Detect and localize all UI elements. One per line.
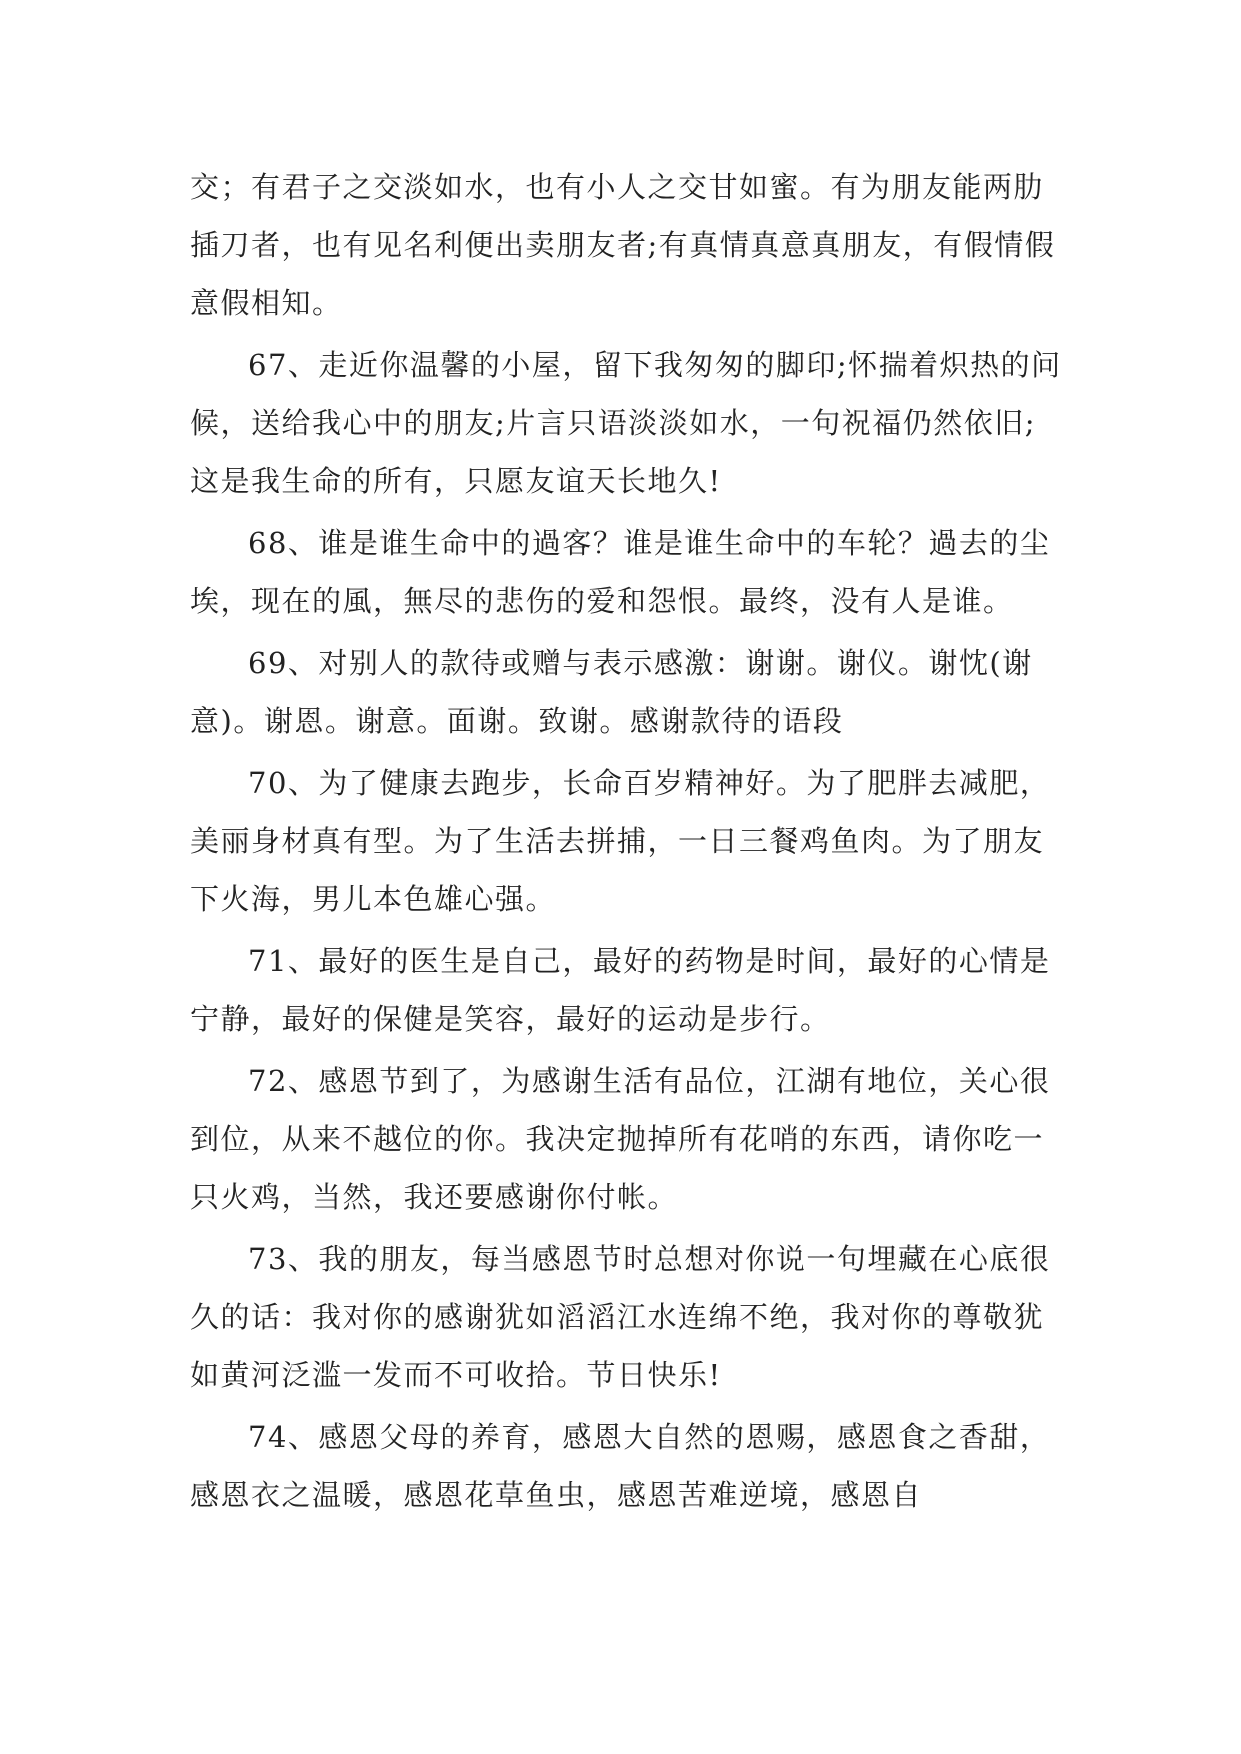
paragraph-72: 72、感恩节到了，为感谢生活有品位，江湖有地位，关心很到位，从来不越位的你。我决定抛掉所有花哨的东西，请你吃一只火鸡，当然，我还要感谢你付帐。: [190, 1064, 1051, 1214]
paragraph-67: 67、走近你温馨的小屋，留下我匆匆的脚印;怀揣着炽热的问候，送给我心中的朋友;片言只语淡淡如水，一句祝福仍然依旧;这是我生命的所有，只愿友谊天长地久!: [190, 348, 1062, 498]
paragraph-74: 74、感恩父母的养育，感恩大自然的恩赐，感恩食之香甜，感恩衣之温暖，感恩花草鱼虫，感恩苦难逆境，感恩自: [190, 1420, 1051, 1512]
document-body: [190, 158, 1065, 1528]
paragraph-70: 70、为了健康去跑步，长命百岁精神好。为了肥胖去减肥，美丽身材真有型。为了生活去拼捕，一日三餐鸡鱼肉。为了朋友下火海，男儿本色雄心强。: [190, 766, 1051, 916]
paragraph-68: 68、谁是谁生命中的過客？谁是谁生命中的车轮？過去的尘埃，现在的風，無尽的悲伤的爱和怨恨。最终，没有人是谁。: [190, 526, 1051, 618]
paragraph-continuation: 交；有君子之交淡如水，也有小人之交甘如蜜。有为朋友能两肋插刀者，也有见名利便出卖朋友者;有真情真意真朋友，有假情假意假相知。: [190, 170, 1056, 320]
paragraph-73: 73、我的朋友，每当感恩节时总想对你说一句埋藏在心底很久的话：我对你的感谢犹如滔滔江水连绵不绝，我对你的尊敬犹如黄河泛滥一发而不可收拾。节日快乐!: [190, 1242, 1051, 1392]
paragraph-71: 71、最好的医生是自己，最好的药物是时间，最好的心情是宁静，最好的保健是笑容，最好的运动是步行。: [190, 944, 1051, 1036]
paragraph-69: 69、对别人的款待或赠与表示感激：谢谢。谢仪。谢忱(谢意)。谢恩。谢意。面谢。致谢。感谢款待的语段: [190, 646, 1033, 738]
